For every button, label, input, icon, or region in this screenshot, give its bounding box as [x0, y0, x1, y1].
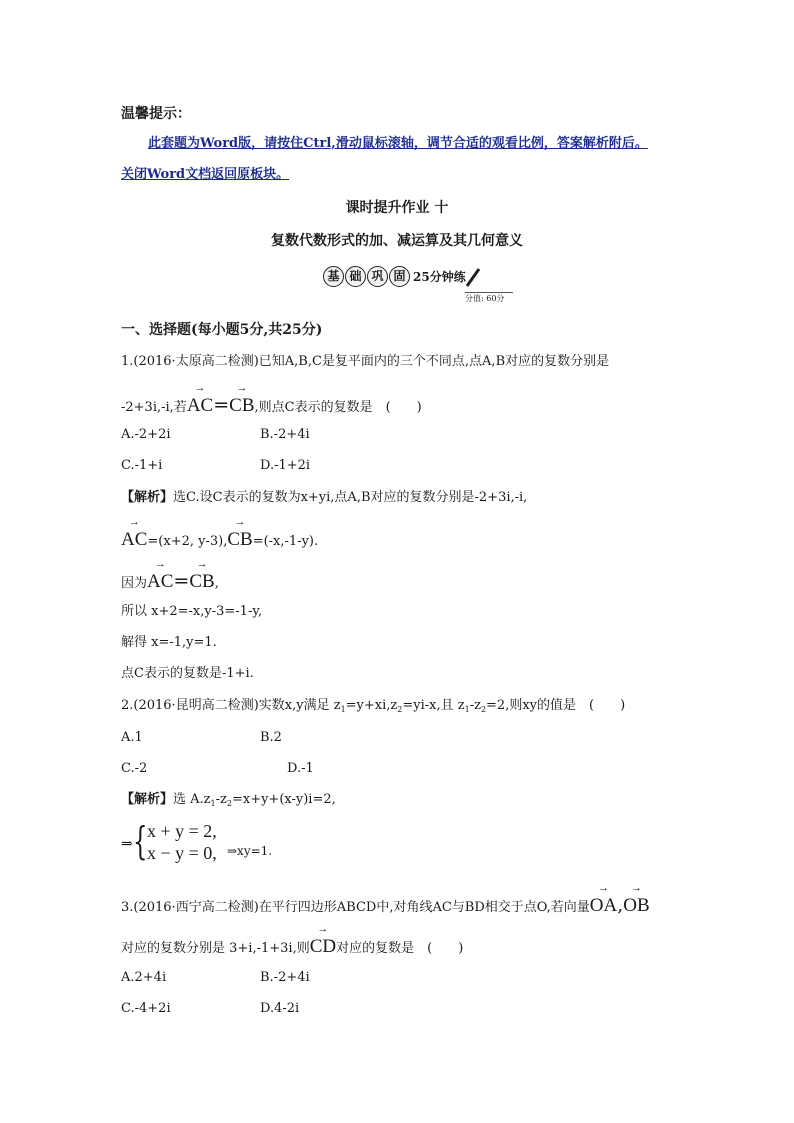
- q3-option-c: C.-4+2i: [121, 1001, 171, 1016]
- vector-oa: → OA: [590, 897, 617, 915]
- equation-2: x − y = 0,: [147, 843, 217, 863]
- q1-solution-line-6: 点C表示的复数是-1+i.: [121, 666, 254, 681]
- badge-char-1: 基: [323, 266, 344, 287]
- subscript-1: 1: [340, 705, 346, 714]
- pen-stroke-icon: [465, 266, 481, 288]
- q1-stem-text-a: -2+3i,-i,若: [121, 400, 187, 415]
- q1-solution-line-5: 解得 x=-1,y=1.: [121, 635, 217, 650]
- q2-sol-c: =x+y+(x-y)i=2,: [231, 792, 336, 807]
- page-subtitle: 复数代数形式的加、减运算及其几何意义: [271, 233, 523, 249]
- q1-sol-ac-value: =(x+2, y-3),: [147, 534, 228, 549]
- q3-option-d: D.4-2i: [260, 1001, 300, 1016]
- q2-stem-c: =yi-x,且 z: [402, 698, 465, 713]
- equals-sign: =: [213, 394, 230, 416]
- q1-solution-line-2: [121, 531, 318, 551]
- badge-char-3: 巩: [367, 266, 388, 287]
- vector-cb: → CB: [227, 531, 252, 549]
- q2-stem: [121, 697, 625, 719]
- tip-line-2[interactable]: 关闭Word文档返回原板块。: [121, 167, 290, 182]
- q3-stem-line-2: [121, 938, 463, 958]
- q1-solution-line-4: 所以 x+2=-x,y-3=-1-y,: [121, 604, 263, 619]
- equals-sign: =: [173, 570, 190, 592]
- tip-line-1[interactable]: 此套题为Word版，请按住Ctrl,滑动鼠标滚轴，调节合适的观看比例，答案解析附后。: [148, 136, 648, 151]
- q1-stem-line-2: [121, 396, 422, 417]
- q3-option-b: B.-2+4i: [260, 970, 310, 985]
- score-label: 分值: 60分: [465, 292, 513, 304]
- subscript-1: 1: [210, 799, 216, 808]
- badge-text: 25分钟练: [413, 270, 466, 284]
- badge-char-2: 础: [345, 266, 366, 287]
- q2-sol-b: -z: [215, 792, 227, 807]
- q2-sol-a: 选 A.z: [173, 792, 211, 807]
- q1-stem-text-b: ,则点C表示的复数是 ( ): [254, 400, 422, 415]
- vector-cb: → CB: [229, 397, 254, 415]
- vector-ac: → AC: [147, 573, 173, 591]
- implies-arrow: ⇒: [121, 836, 133, 852]
- q3-stem-line-1: [121, 896, 650, 917]
- q1-solution-line-1: [121, 489, 527, 507]
- subscript-2: 2: [480, 705, 487, 714]
- q2-stem-b: =y+xi,z: [345, 698, 398, 713]
- q2-stem-e: =2,则xy的值是 ( ): [486, 698, 626, 713]
- subscript-2: 2: [226, 799, 232, 808]
- q1-option-a: A.-2+2i: [121, 427, 171, 442]
- q1-solution-text: 选C.设C表示的复数为x+yi,点A,B对应的复数分别是-2+3i,-i,: [173, 490, 528, 505]
- q1-stem-line-1: 1.(2016·太原高二检测)已知A,B,C是复平面内的三个不同点,点A,B对应的复数分别是: [121, 354, 610, 369]
- q1-option-b: B.-2+4i: [260, 427, 310, 442]
- section-badge: [323, 266, 483, 290]
- q2-option-d: D.-1: [287, 761, 314, 776]
- q1-option-c: C.-1+i: [121, 458, 163, 473]
- left-brace: {: [133, 819, 148, 863]
- q1-sol-because: 因为: [121, 576, 148, 591]
- solution-tag: 【解析】: [121, 490, 174, 505]
- equation-1: x + y = 2,: [147, 821, 217, 841]
- subscript-2: 2: [397, 705, 403, 714]
- q2-option-c: C.-2: [121, 761, 148, 776]
- equation-system: [121, 821, 291, 865]
- q2-solution-line-1: [121, 791, 336, 813]
- vector-cb: → CB: [189, 573, 214, 591]
- comma: ,: [617, 894, 624, 916]
- q1-sol-comma: ,: [214, 576, 219, 591]
- q2-option-b: B.2: [260, 730, 282, 745]
- section-heading: 一、选择题(每小题5分,共25分): [121, 322, 323, 338]
- q2-stem-a: 2.(2016·昆明高二检测)实数x,y满足 z: [121, 698, 341, 713]
- page-title: 课时提升作业 十: [345, 200, 449, 216]
- equation-result: ⇒xy=1.: [227, 844, 273, 858]
- vector-ob: → OB: [623, 897, 649, 915]
- q1-solution-line-3: [121, 572, 219, 593]
- q3-option-a: A.2+4i: [121, 970, 167, 985]
- badge-char-4: 固: [389, 266, 410, 287]
- solution-tag: 【解析】: [121, 792, 174, 807]
- q1-sol-cb-value: =(-x,-1-y).: [252, 534, 319, 549]
- q2-stem-d: -z: [469, 698, 481, 713]
- vector-ac: → AC: [187, 397, 213, 415]
- vector-ac: → AC: [121, 531, 147, 549]
- q3-stem-b: 对应的复数分别是 3+i,-1+3i,则: [121, 941, 310, 956]
- vector-cd: → CD: [310, 938, 336, 956]
- q3-stem-a: 3.(2016·西宁高二检测)在平行四边形ABCD中,对角线AC与BD相交于点O,若向量: [121, 900, 590, 915]
- q1-option-d: D.-1+2i: [260, 458, 311, 473]
- tip-label: 温馨提示：: [121, 106, 191, 122]
- subscript-1: 1: [464, 705, 470, 714]
- q3-stem-c: 对应的复数是 ( ): [336, 941, 464, 956]
- q2-option-a: A.1: [121, 730, 143, 745]
